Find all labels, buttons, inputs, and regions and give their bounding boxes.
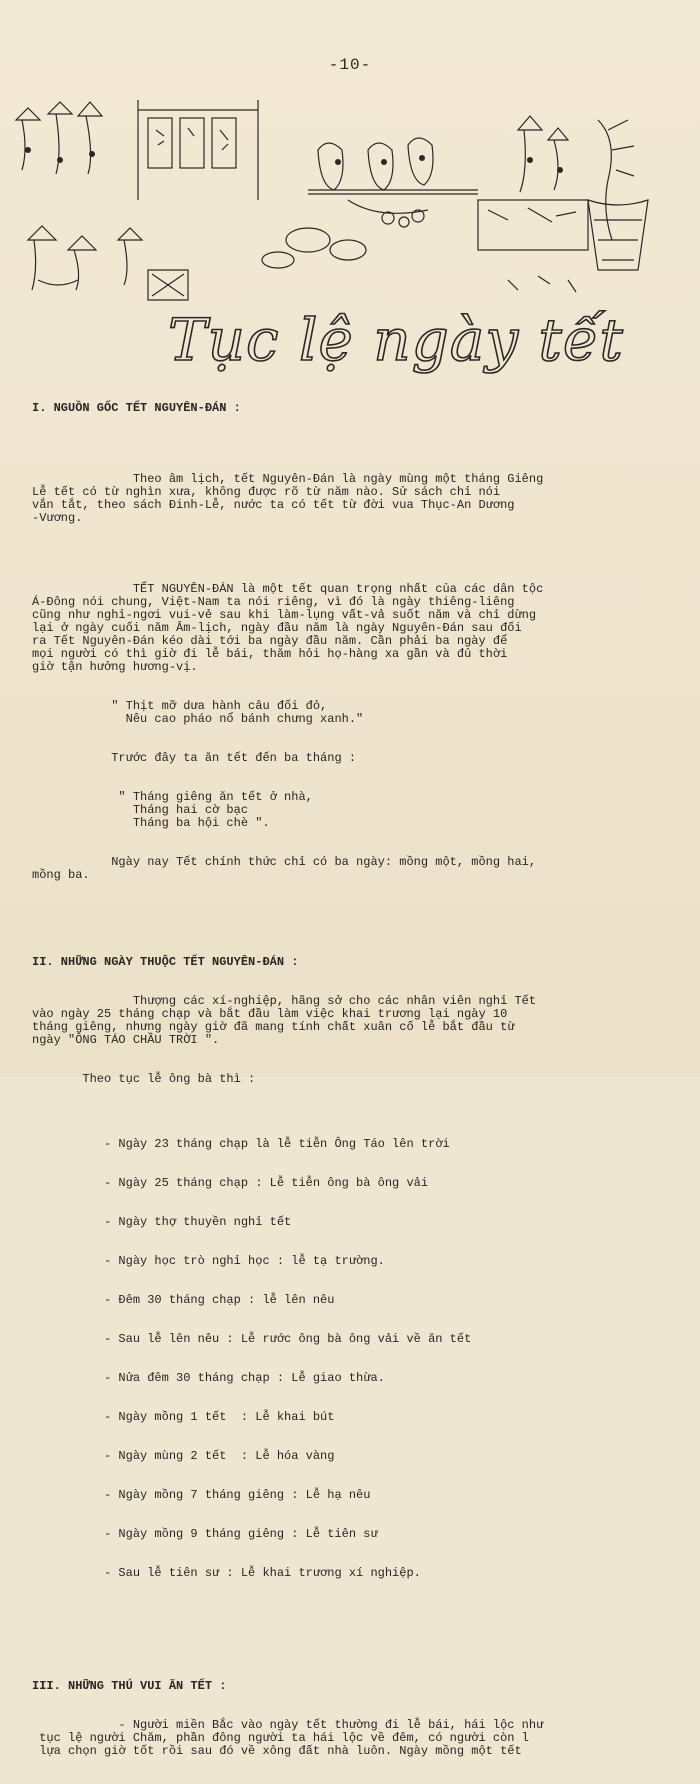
list-item: - Ngày mùng 2 tết : Lễ hóa vàng [32,1449,335,1463]
market-scene-illustration [8,90,668,310]
list-item: - Ngày thợ thuyền nghỉ tết [32,1215,292,1229]
section-1-verse-2: " Tháng giêng ăn tết ở nhà, Tháng hai cờ bạc Tháng ba hội chè ". [118,790,313,830]
article-body [32,376,672,1784]
list-item: - Đêm 30 tháng chạp : lễ lên nêu [32,1293,335,1307]
section-1-paragraph-4: Ngày nay Tết chính thức chỉ có ba ngày: mồng một, mồng hai, mồng ba. [32,855,537,882]
section-1-paragraph-3: Trước đây ta ăn tết đến ba tháng : [32,751,357,765]
section-1-paragraph-2: TẾT NGUYÊN-ĐÁN là một tết quan trọng nhất của các dân tộc Á-Đông nói chung, Việt-Nam ta nói riêng, vì đó là ngày thiêng-liêng cũng như nghỉ-ngơi vui-vẻ sau khi làm-lụng vất-vả suốt năm và chỉ dừng lại ở ngày cuối năm Âm-lịch, ngày đầu năm là ngày Nguyên-Đán sau đối ra Tết Nguyên-Đán kéo dài tới ba ngày đầu năm. Cần phải ba ngày để mọi người có thì giờ đi lễ bái, thăm hỏi họ-hàng xa gần và đủ thời giờ tận hưởng hương-vị. [32,582,544,674]
list-item: - Ngày 25 tháng chạp : Lễ tiễn ông bà ông vải [32,1176,429,1190]
list-item: - Nửa đêm 30 tháng chạp : Lễ giao thừa. [32,1371,385,1385]
page-number: -10- [328,56,372,74]
section-3-heading: III. NHỮNG THÚ VUI ĂN TẾT : [32,1679,227,1693]
list-item: - Sau lễ tiên sư : Lễ khai trương xí nghiệp. [32,1566,421,1580]
list-item: - Ngày mồng 1 tết : Lễ khai bút [32,1410,335,1424]
list-item: - Ngày mồng 7 tháng giêng : Lễ hạ nêu [32,1488,371,1502]
section-2-paragraph-1: Thượng các xí-nghiệp, hãng sở cho các nhân viên nghỉ Tết vào ngày 25 tháng chạp và bắt đầu làm việc khai trương lại ngày 10 tháng giêng, nhưng ngày giờ đã mang tính chất xuân cố lễ bắt đầu từ ngày "ÔNG TÁO CHẦU TRỜI ". [32,994,537,1047]
list-item: - Ngày 23 tháng chạp là lễ tiễn Ông Táo lên trời [32,1137,450,1151]
title-heading [160,302,640,382]
title-text: Tục lệ ngày tết [168,306,624,374]
section-3-paragraph-1: - Người miền Bắc vào ngày tết thường đi lễ bái, hái lộc như tục lệ người Chăm, phần đông người ta hái lộc về đêm, có người còn l lựa chọn giờ tốt rồi sau đó về xông đất nhà luôn. Ngày mồng một tết [39,1718,544,1758]
section-2-heading: II. NHỮNG NGÀY THUỘC TẾT NGUYÊN-ĐÁN : [32,955,299,969]
list-item: - Sau lễ lên nêu : Lễ rước ông bà ông vải về ăn tết [32,1332,472,1346]
list-item: - Ngày học trò nghỉ học : lễ tạ trường. [32,1254,385,1268]
section-1-verse-1: " Thịt mỡ dưa hành câu đối đỏ, Nêu cao pháo nổ bánh chưng xanh." [111,699,364,726]
section-2-intro: Theo tục lễ ông bà thì : [32,1072,256,1086]
section-1-paragraph-1: Theo âm lịch, tết Nguyên-Đán là ngày mùng một tháng Giêng Lễ tết có từ nghìn xưa, không được rõ từ năm nào. Sử sách chỉ nói vắn tắt, theo sách Đinh-Lễ, nước ta có tết từ đời vua Thục-An Dương -Vương. [32,472,544,525]
tet-days-list [32,1112,672,1606]
list-item: - Ngày mồng 9 tháng giêng : Lễ tiên sư [32,1527,378,1541]
section-1-heading: I. NGUỒN GỐC TẾT NGUYÊN-ĐÁN : [32,401,241,415]
